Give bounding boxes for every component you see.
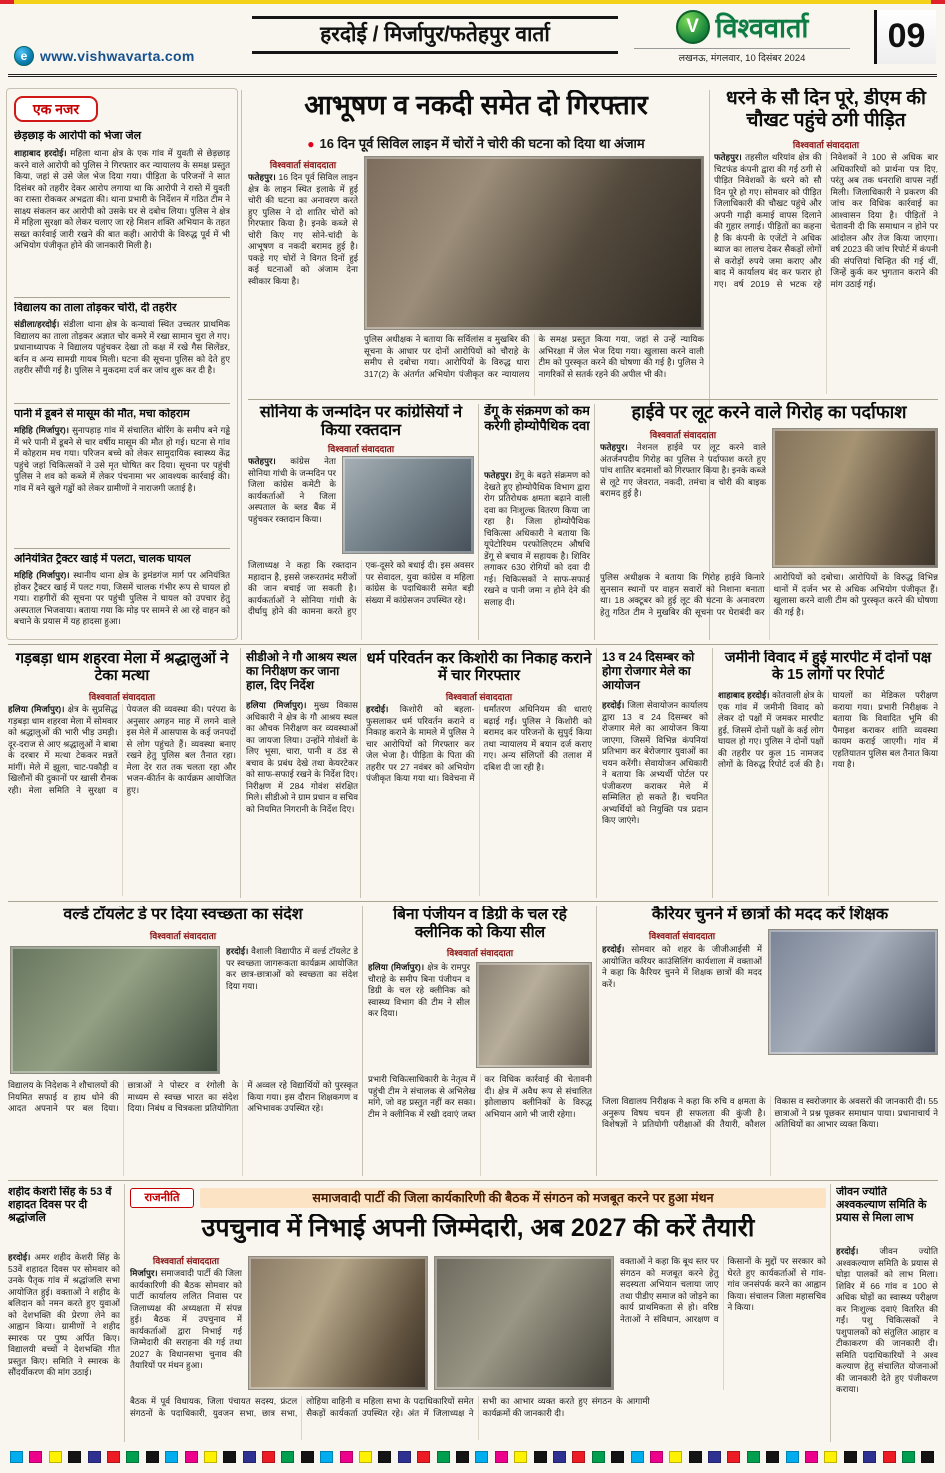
website-url[interactable]: www.vishwavarta.com bbox=[40, 48, 195, 64]
ek-nazar-headline-3: पानी में डूबने से मासूम की मौत, मचा कोहराम bbox=[14, 408, 190, 420]
cdo-headline: सीडीओ ने गौ आश्रय स्थल का निरीक्षण कर जाना हाल, दिए निर्देश bbox=[246, 650, 357, 693]
politics-byline: विश्ववार्ता संवाददाता bbox=[152, 1256, 220, 1266]
dateline: महिहि (मिर्जापुर)। bbox=[14, 570, 70, 580]
arrest-body-bottom: पुलिस अधीक्षक ने बताया कि सर्विलांस व मुखबिर की सूचना के आधार पर दोनों आरोपियों को चौराहे के समीप से दबोचा गया। आरोपियों के विरुद्ध धारा 317(2) के अंतर्गत अभियोग पंजीकृत कर न्यायालय के समक्ष प्रस्तुत किया गया, जहां से उन्हें न्यायिक अभिरक्षा में जेल भेज दिया गया। खुलासा करने वाली टीम को पुरस्कृत करने की घोषणा की गई है। पुलिस ने नागरिकों से सतर्क रहने की अपील भी की। bbox=[364, 334, 704, 379]
politics-headline: उपचुनाव में निभाई अपनी जिम्मेदारी, अब 2027 की करें तैयारी bbox=[201, 1214, 755, 1242]
toilet-byline: विश्ववार्ता संवाददाता bbox=[149, 931, 217, 941]
politics-strap: समाजवादी पार्टी की जिला कार्यकारिणी की बैठक में संगठन को मजबूत करने पर हुआ मंथन bbox=[200, 1188, 826, 1208]
divider bbox=[14, 403, 230, 404]
blood-photo bbox=[342, 456, 474, 554]
mela-byline: विश्ववार्ता संवाददाता bbox=[88, 692, 156, 702]
dateline: हरदोई। bbox=[602, 944, 625, 954]
dharna-headline: धरने के सौ दिन पूरे, डीएम की चौखट पहुंचे ठगी पीड़ित bbox=[726, 88, 926, 131]
conversion-headline: धर्म परिवर्तन कर किशोरी का निकाह कराने में चार गिरफ्तार bbox=[366, 650, 592, 685]
article-body: समाजवादी पार्टी की जिला कार्यकारिणी की बैठक सोमवार को पार्टी कार्यालय ललित निवास पर जिलाध्यक्ष की अध्यक्षता में संपन्न हुई। बैठक में उपचुनाव में कार्यकर्ताओं द्वारा निभाई गई जिम्मेदारी की सराहना की गई तथा 2027 के विधानसभा चुनाव की तैयारियों पर मंथन हुआ। bbox=[130, 1268, 242, 1371]
divider bbox=[360, 648, 361, 898]
highway-body-left bbox=[600, 442, 766, 568]
color-swatch bbox=[165, 1451, 178, 1463]
rojgar-headline: 13 व 24 दिसम्बर को होगा रोजगार मेले का आयोजन bbox=[602, 650, 695, 693]
ek-nazar-body-4 bbox=[14, 570, 230, 636]
blood-body-left bbox=[248, 456, 336, 554]
article-body: वैशाली विद्यापीठ में वर्ल्ड टॉयलेट डे पर स्वच्छता जागरूकता कार्यक्रम आयोजित कर छात्र-छात्राओं को स्वच्छता का संदेश दिया गया। bbox=[226, 946, 358, 991]
color-swatch bbox=[398, 1451, 411, 1463]
land-body bbox=[718, 690, 938, 896]
globe-icon bbox=[14, 46, 34, 66]
dateline: महिहि (मिर्जापुर)। bbox=[14, 425, 70, 435]
clinic-byline: विश्ववार्ता संवाददाता bbox=[446, 948, 514, 958]
color-swatch bbox=[185, 1451, 198, 1463]
divider bbox=[830, 1184, 831, 1442]
dateline: संडीला/हरदोई। bbox=[14, 319, 60, 329]
highway-photo bbox=[772, 428, 938, 568]
color-swatch bbox=[844, 1451, 857, 1463]
color-swatch bbox=[824, 1451, 837, 1463]
color-swatch bbox=[417, 1451, 430, 1463]
divider bbox=[14, 297, 230, 298]
politics-body-bottom: बैठक में पूर्व विधायक, जिला पंचायत सदस्य, फ्रंटल संगठनों के पदाधिकारी, युवजन सभा, छात्र सभा, लोहिया वाहिनी व महिला सभा के पदाधिकारियों समेत सैकड़ों कार्यकर्ता उपस्थित रहे। अंत में जिलाध्यक्ष ने सभी का आभार व्यक्त करते हुए संगठन के आगामी कार्यक्रमों की जानकारी दी। bbox=[130, 1396, 650, 1418]
color-swatch bbox=[631, 1451, 644, 1463]
dateline: शाहाबाद हरदोई। bbox=[14, 148, 67, 158]
toilet-body-bottom: विद्यालय के निदेशक ने शौचालयों की नियमित सफाई व हाथ धोने की आदत अपनाने पर बल दिया। छात्राओं ने पोस्टर व रंगोली के माध्यम से स्वच्छ भारत का संदेश दिया। निबंध व चित्रकला प्रतियोगिता में अव्वल रहे विद्यार्थियों को पुरस्कृत किया गया। इस दौरान शिक्षकगण व अभिभावक उपस्थित रहे। bbox=[8, 1080, 358, 1114]
ek-nazar-body-2 bbox=[14, 319, 230, 401]
color-swatch bbox=[747, 1451, 760, 1463]
header-divider bbox=[8, 74, 937, 77]
color-swatch bbox=[863, 1451, 876, 1463]
divider bbox=[596, 906, 597, 1176]
divider bbox=[712, 648, 713, 898]
martyr-headline: शहीद केशरी सिंह के 53 वें शहादत दिवस पर दी श्रद्धांजलि bbox=[8, 1186, 112, 1224]
color-swatch bbox=[650, 1451, 663, 1463]
jeevan-headline: जीवन ज्योति अश्वकल्याण समिति के प्रयास से मिला लाभ bbox=[836, 1186, 927, 1224]
divider bbox=[594, 404, 595, 640]
color-swatch bbox=[107, 1451, 120, 1463]
page-number: 09 bbox=[874, 10, 936, 64]
article-body: तहसील थरियांव क्षेत्र की चिटफंड कंपनी द्वारा की गई ठगी से पीड़ित निवेशकों के धरने को सौ दिन पूरे हो गए। सोमवार को पीड़ित जिलाधिकारी की चौखट पहुंचे और अपनी गाढ़ी कमाई वापस दिलाने की गुहार लगाई। पीड़ितों का कहना है कि कंपनी के एजेंटों ने अधिक ब्याज का लालच देकर सैकड़ों लोगों से करोड़ों रुपये जमा कराए और बाद में कार्यालय बंद कर फरार हो गए। वर्ष 2019 से भटक रहे निवेशकों ने 100 से अधिक बार अधिकारियों को प्रार्थना पत्र दिए, परंतु अब तक धनराशि वापस नहीं मिली। जिलाधिकारी ने प्रकरण की जांच कर विधिक कार्रवाई का आश्वासन दिया है। पीड़ितों ने चेतावनी दी कि समाधान न होने पर आंदोलन और तेज किया जाएगा। वर्ष 2023 की जांच रिपोर्ट में कंपनी की संपत्तियां चिन्हित की गई थीं, जिन्हें कुर्क कर भुगतान कराने की मांग उठाई गई। bbox=[714, 152, 938, 289]
article-body: संडीला थाना क्षेत्र के कन्यावां स्थित उच्चतर प्राथमिक विद्यालय का ताला तोड़कर अज्ञात चोर कमरे में रखा सामान चुरा ले गए। प्रधानाध्यापक ने विद्यालय पहुंचकर देखा तो कक्ष में रखे गैस सिलेंडर, बर्तन व अन्य सामग्री गायब मिली। घटना की सूचना पुलिस को देते हुए तहरीर सौंपी गई है। पुलिस ने मुकदमा दर्ज कर जांच शुरू कर दी है। bbox=[14, 319, 230, 376]
article-body: क्षेत्र के सुप्रसिद्ध गड़बड़ा धाम शहरवा मेला में सोमवार को श्रद्धालुओं की भारी भीड़ उमड़ी। दूर-दराज से आए श्रद्धालुओं ने बाबा के दरबार में मत्था टेककर मन्नतें मांगीं। मेले में झूला, चाट-पकौड़ी व खिलौनों की दुकानों पर खासी रौनक रही। मेला समिति ने सुरक्षा व पेयजल की व्यवस्था की। परंपरा के अनुसार अगहन माह में लगने वाले इस मेले में आसपास के कई जनपदों से लोग पहुंचते हैं। व्यवस्था बनाए रखने हेतु पुलिस बल तैनात रहा। मेला देर रात तक चलता रहा और भजन-कीर्तन के कार्यक्रम आयोजित हुए। bbox=[8, 704, 236, 795]
color-swatch bbox=[281, 1451, 294, 1463]
color-swatch bbox=[708, 1451, 721, 1463]
article-body: जीवन ज्योति अश्वकल्याण समिति के प्रयास से घोड़ा पालकों को लाभ मिला। शिविर में 66 गांव व 100 से अधिक घोड़ों का स्वास्थ्य परीक्षण कर निःशुल्क दवाएं वितरित की गईं। पशु चिकित्सकों ने पशुपालकों को संतुलित आहार व टीकाकरण की जानकारी दी। समिति पदाधिकारियों ने अश्व कल्याण हेतु संचालित योजनाओं की जानकारी देते हुए पंजीकरण कराया। bbox=[836, 1246, 938, 1395]
career-headline: कैरियर चुनने में छात्रों की मदद करें शिक्षक bbox=[651, 906, 889, 923]
color-swatch bbox=[10, 1451, 23, 1463]
clinic-photo bbox=[476, 962, 592, 1068]
article-body: नेशनल हाईवे पर लूट करने वाले अंतर्जनपदीय गिरोह का पुलिस ने पर्दाफाश करते हुए पांच शातिर बदमाशों को गिरफ्तार किया है। इनके कब्जे से लूटे गए जेवरात, नकदी, तमंचा व चोरी की बाइक बरामद हुई है। bbox=[600, 442, 766, 499]
career-byline: विश्ववार्ता संवाददाता bbox=[648, 931, 716, 941]
color-swatch bbox=[359, 1451, 372, 1463]
article-body: महिला थाना क्षेत्र के एक गांव में युवती से छेड़छाड़ करने वाले आरोपी को पुलिस ने गिरफ्तार कर न्यायालय के समक्ष प्रस्तुत किया, जहां से उसे जेल भेज दिया गया। पीड़िता के परिजनों ने सात दिसंबर को तहरीर देकर आरोप लगाया था कि आरोपी ने रास्ते में युवती का रास्ता रोककर अभद्रता की। थाना प्रभारी के निर्देशन में गठित टीम ने साक्ष्य संकलन कर आरोपी को उसके घर से दबोच लिया। पुलिस ने क्षेत्र में महिला सुरक्षा को लेकर चलाए जा रहे मिशन शक्ति अभियान के तहत सख्त कार्रवाई जारी रखने की बात कही। आरोपी के विरुद्ध पूर्व में भी अभियोग पंजीकृत होने की जानकारी मिली है। bbox=[14, 148, 230, 251]
color-swatch bbox=[243, 1451, 256, 1463]
arrest-body-left bbox=[248, 172, 358, 396]
paper-logo-icon: V bbox=[676, 10, 710, 44]
divider bbox=[124, 1184, 125, 1442]
paper-logo-block bbox=[634, 8, 850, 64]
cdo-body bbox=[246, 700, 358, 896]
dateline: हरदोई। bbox=[8, 1252, 31, 1262]
divider bbox=[478, 404, 479, 640]
color-swatch bbox=[572, 1451, 585, 1463]
mela-body bbox=[8, 704, 236, 896]
clinic-body-left bbox=[368, 962, 470, 1068]
ek-nazar-headline-2: विद्यालय का ताला तोड़कर चोरी, दी तहरीर bbox=[14, 302, 177, 314]
dateline: हलिया (मिर्जापुर)। bbox=[246, 700, 307, 710]
color-swatch bbox=[883, 1451, 896, 1463]
color-swatch bbox=[340, 1451, 353, 1463]
dateline: हरदोई। bbox=[226, 946, 249, 956]
color-swatch bbox=[146, 1451, 159, 1463]
color-swatch bbox=[204, 1451, 217, 1463]
color-swatch bbox=[29, 1451, 42, 1463]
article-body: सुनापहाड़ गांव में संचालित बोरिंग के समीप बने गड्ढे में भरे पानी में डूबने से चार वर्षीय मासूम की मौत हो गई। घटना से गांव में कोहराम मच गया। परिजन बच्चे को लेकर सामुदायिक स्वास्थ्य केंद्र पहुंचे जहां चिकित्सकों ने उसे मृत घोषित कर दिया। सूचना पर पहुंची पुलिस ने शव को कब्जे में लेकर पंचनामा भर आवश्यक कार्रवाई की। गांव में बने खुले गड्ढों को लेकर ग्रामीणों ने नाराजगी जताई है। bbox=[14, 425, 230, 493]
color-swatch bbox=[902, 1451, 915, 1463]
color-swatch bbox=[689, 1451, 702, 1463]
divider bbox=[362, 906, 363, 1176]
article-body: किशोरी को बहला-फुसलाकर धर्म परिवर्तन कराने व निकाह कराने के मामले में पुलिस ने चार आरोपियों को गिरफ्तार कर जेल भेजा है। पीड़िता के पिता की तहरीर पर 27 नवंबर को अभियोग पंजीकृत किया गया था। विवेचना में धर्मांतरण अधिनियम की धाराएं बढ़ाई गईं। पुलिस ने किशोरी को बरामद कर परिजनों के सुपुर्द किया तथा न्यायालय में बयान दर्ज कराए गए। अन्य संलिप्तों की तलाश में दबिश दी जा रही है। bbox=[366, 704, 592, 784]
paper-name: विश्ववार्ता bbox=[715, 13, 809, 43]
color-swatch bbox=[766, 1451, 779, 1463]
article-body: मुख्य विकास अधिकारी ने क्षेत्र के गौ आश्रय स्थल का औचक निरीक्षण कर व्यवस्थाओं का जायजा लिया। उन्होंने गोवंशों के लिए भूसा, चारा, पानी व ठंड से बचाव के प्रबंध देखे तथा केयरटेकर को साफ-सफाई रखने के निर्देश दिए। निरीक्षण में 284 गोवंश संरक्षित मिले। सीडीओ ने ग्राम प्रधान व सचिव को नियमित निगरानी के निर्देश दिए। bbox=[246, 700, 358, 814]
globe-letter: e bbox=[20, 49, 28, 63]
dateline: हरदोई। bbox=[602, 700, 625, 710]
article-body: डेंगू के बढ़ते संक्रमण को देखते हुए होम्योपैथिक विभाग द्वारा रोग प्रतिरोधक क्षमता बढ़ाने वाली दवा का निःशुल्क वितरण किया जा रहा है। जिला होम्योपैथिक चिकित्सा अधिकारी ने बताया कि यूपेटोरियम परफोलिएटम औषधि डेंगू से बचाव में सहायक है। शिविर लगाकर 630 रोगियों को दवा दी गई। चिकित्सकों ने साफ-सफाई रखने व पानी जमा न होने देने की सलाह दी। bbox=[484, 470, 590, 607]
toilet-body-right bbox=[226, 946, 358, 1074]
article-body: अमर शहीद केशरी सिंह के 53वें शहादत दिवस पर सोमवार को उनके पैतृक गांव में श्रद्धांजलि सभा आयोजित हुई। वक्ताओं ने शहीद के बलिदान को नमन करते हुए युवाओं को देशभक्ति की प्रेरणा लेने का आह्वान किया। ग्रामीणों ने शहीद स्मारक पर पुष्प अर्पित किए। विद्यालयी बच्चों ने देशभक्ति गीत प्रस्तुत किए। समिति ने स्मारक के सौंदर्यीकरण की मांग उठाई। bbox=[8, 1252, 120, 1378]
color-swatch bbox=[126, 1451, 139, 1463]
ek-nazar-title: एक नजर bbox=[14, 96, 98, 122]
politics-kicker: राजनीति bbox=[130, 1188, 194, 1208]
career-body-left bbox=[602, 944, 762, 1092]
divider bbox=[240, 648, 241, 898]
toilet-photo bbox=[10, 946, 220, 1074]
ek-nazar-headline-1: छेड़छाड़ के आरोपी को भेजा जेल bbox=[14, 130, 142, 142]
dateline: हरदोई। bbox=[836, 1246, 859, 1256]
dengue-body bbox=[484, 470, 590, 640]
toilet-headline: वर्ल्ड टॉयलेट डे पर दिया स्वच्छता का संदेश bbox=[63, 906, 303, 923]
blood-headline: सोनिया के जन्मदिन पर कांग्रेसियों ने किया रक्तदान bbox=[259, 404, 463, 440]
dateline: हलिया (मिर्जापुर)। bbox=[8, 704, 65, 714]
ek-nazar-body-1 bbox=[14, 148, 230, 294]
arrest-subhead bbox=[248, 134, 704, 152]
dengue-headline: डेंगू के संक्रमण को कम करेगी होम्योपैथिक दवा bbox=[484, 404, 590, 433]
career-body-bottom: जिला विद्यालय निरीक्षक ने कहा कि रुचि व क्षमता के अनुरूप विषय चयन ही सफलता की कुंजी है। विशेषज्ञों ने प्रतियोगी परीक्षाओं की तैयारी, कौशल विकास व स्वरोजगार के अवसरों की जानकारी दी। 55 छात्राओं ने प्रश्न पूछकर समाधान पाया। प्रधानाचार्य ने अतिथियों का आभार व्यक्त किया। bbox=[602, 1096, 938, 1130]
dharna-body bbox=[714, 152, 938, 394]
politics-photo-1 bbox=[248, 1256, 428, 1390]
conversion-byline: विश्ववार्ता संवाददाता bbox=[445, 692, 513, 702]
ek-nazar-body-3 bbox=[14, 425, 230, 545]
conversion-body bbox=[366, 704, 592, 896]
divider bbox=[596, 648, 597, 898]
land-headline: जमीनी विवाद में हुई मारपीट में दोनों पक्ष के 15 लोगों पर रिपोर्ट bbox=[724, 650, 932, 683]
blood-body-bottom: जिलाध्यक्ष ने कहा कि रक्तदान महादान है, इससे जरूरतमंद मरीजों की जान बचाई जा सकती है। कार्यकर्ताओं ने सोनिया गांधी के दीर्घायु होने की कामना करते हुए एक-दूसरे को बधाई दी। इस अवसर पर सेवादल, युवा कांग्रेस व महिला कांग्रेस के पदाधिकारी समेत बड़ी संख्या में कांग्रेसजन उपस्थित रहे। bbox=[248, 560, 474, 617]
color-swatch bbox=[553, 1451, 566, 1463]
dharna-byline: विश्ववार्ता संवाददाता bbox=[792, 140, 860, 150]
clinic-body-bottom: प्रभारी चिकित्साधिकारी के नेतृत्व में पहुंची टीम ने संचालक से अभिलेख मांगे, जो वह प्रस्तुत नहीं कर सका। टीम ने क्लीनिक में रखी दवाएं जब्त कर विधिक कार्रवाई की चेतावनी दी। क्षेत्र में अवैध रूप से संचालित झोलाछाप क्लीनिकों के विरुद्ध अभियान आगे भी जारी रहेगा। bbox=[368, 1074, 592, 1119]
divider bbox=[8, 901, 938, 902]
highway-byline: विश्ववार्ता संवाददाता bbox=[649, 430, 717, 440]
arrest-subhead-text: 16 दिन पूर्व सिविल लाइन में चोरों ने चोरी की घटना को दिया था अंजाम bbox=[319, 136, 645, 151]
article-body: क्षेत्र के रामपुर चौराहे के समीप बिना पंजीयन व डिग्री के चल रहे क्लीनिक को स्वास्थ्य विभाग की टीम ने सील कर दिया। bbox=[368, 962, 470, 1019]
mela-headline: गड़बड़ा धाम शहरवा मेला में श्रद्धालुओं ने टेका मत्था bbox=[15, 650, 229, 685]
article-body: जिला सेवायोजन कार्यालय द्वारा 13 व 24 दिसम्बर को रोजगार मेले का आयोजन किया जाएगा, जिसमें विभिन्न कंपनियां प्रतिभाग कर बेरोजगार युवाओं का चयन करेंगी। सेवायोजन अधिकारी ने बताया कि अभ्यर्थी पोर्टल पर पंजीकरण कराकर मेले में सम्मिलित हो सकते हैं। चयनित अभ्यर्थियों को नियुक्ति पत्र प्रदान किए जाएंगे। bbox=[602, 700, 708, 826]
divider bbox=[14, 548, 230, 549]
highway-headline: हाईवे पर लूट करने वाले गिरोह का पर्दाफाश bbox=[631, 402, 907, 422]
color-swatch bbox=[727, 1451, 740, 1463]
ek-nazar-headline-4: अनियंत्रित ट्रैक्टर खाई में पलटा, चालक घायल bbox=[14, 553, 191, 565]
arrest-photo bbox=[364, 156, 704, 330]
highway-body-bottom: पुलिस अधीक्षक ने बताया कि गिरोह हाईवे किनारे सुनसान स्थानों पर वाहन सवारों को निशाना बनाता था। 18 अक्टूबर को हुई लूट की घटना के अनावरण हेतु गठित टीम ने मुखबिर की सूचना पर घेराबंदी कर आरोपियों को दबोचा। आरोपियों के विरुद्ध विभिन्न थानों में दर्जन भर से अधिक अभियोग पंजीकृत हैं। खुलासा करने वाली टीम को पुरस्कृत करने की घोषणा की गई है। bbox=[600, 572, 938, 617]
clinic-headline: बिना पंजीयन व डिग्री के चल रहे क्लीनिक को किया सील bbox=[393, 906, 567, 941]
color-swatch bbox=[921, 1451, 934, 1463]
red-dot-icon: ● bbox=[307, 137, 315, 151]
color-swatch bbox=[437, 1451, 450, 1463]
color-swatch bbox=[514, 1451, 527, 1463]
article-body: कांग्रेस नेता सोनिया गांधी के जन्मदिन पर जिला कांग्रेस कमेटी के कार्यकर्ताओं ने जिला अस्पताल के ब्लड बैंक में पहुंचकर रक्तदान किया। bbox=[248, 456, 336, 524]
divider bbox=[248, 399, 938, 400]
arrest-headline: आभूषण व नकदी समेत दो गिरफ्तार bbox=[304, 90, 648, 120]
color-swatch bbox=[669, 1451, 682, 1463]
career-photo bbox=[768, 929, 938, 1055]
dateline: फतेहपुर। bbox=[248, 172, 276, 182]
color-swatch bbox=[495, 1451, 508, 1463]
dateline: मिर्जापुर। bbox=[130, 1268, 158, 1278]
color-swatch bbox=[301, 1451, 314, 1463]
dateline: हलिया (मिर्जापुर)। bbox=[368, 962, 425, 972]
dateline: शाहाबाद हरदोई। bbox=[718, 690, 770, 700]
color-swatch bbox=[262, 1451, 275, 1463]
edition-dateline: लखनऊ, मंगलवार, 10 दिसंबर 2024 bbox=[634, 48, 850, 64]
color-swatch bbox=[223, 1451, 236, 1463]
color-swatch bbox=[786, 1451, 799, 1463]
dateline: फतेहपुर। bbox=[248, 456, 276, 466]
registration-bar bbox=[0, 1450, 945, 1464]
article-body: सोमवार को शहर के जीजीआईसी में आयोजित करियर काउंसिलिंग कार्यशाला में वक्ताओं ने कहा कि कैरियर चुनने में शिक्षक छात्रों की मदद करें। bbox=[602, 944, 762, 989]
dateline: फतेहपुर। bbox=[714, 152, 742, 162]
blood-byline: विश्ववार्ता संवाददाता bbox=[327, 444, 395, 454]
dateline: फतेहपुर। bbox=[600, 442, 628, 452]
color-swatch bbox=[475, 1451, 488, 1463]
article-body: कोतवाली क्षेत्र के एक गांव में जमीनी विवाद को लेकर दो पक्षों में जमकर मारपीट हुई, जिसमें दोनों पक्षों के कई लोग घायल हो गए। पुलिस ने दोनों पक्षों की तहरीर पर कुल 15 नामजद लोगों के विरुद्ध रिपोर्ट दर्ज की है। घायलों का मेडिकल परीक्षण कराया गया। प्रभारी निरीक्षक ने बताया कि विवादित भूमि की पैमाइश कराकर शांति व्यवस्था कायम कराई जाएगी। गांव में एहतियातन पुलिस बल तैनात किया गया है। bbox=[718, 690, 938, 770]
color-swatch bbox=[805, 1451, 818, 1463]
martyr-body bbox=[8, 1252, 120, 1440]
arrest-byline: विश्ववार्ता संवाददाता bbox=[269, 160, 337, 170]
color-swatch bbox=[320, 1451, 333, 1463]
rojgar-body bbox=[602, 700, 708, 896]
color-swatch bbox=[456, 1451, 469, 1463]
color-swatch bbox=[534, 1451, 547, 1463]
article-body: 16 दिन पूर्व सिविल लाइन क्षेत्र के लाइन स्थित इलाके में हुई चोरी की घटना का अनावरण करते हुए पुलिस ने दो शातिर चोरों को गिरफ्तार किया है। इनके कब्जे से चोरी किए गए सोने-चांदी के आभूषण व नकदी बरामद हुई है। पकड़े गए चोरों ने विगत दिनों हुई कई घटनाओं को अंजाम देना स्वीकार किया है। bbox=[248, 172, 358, 286]
divider bbox=[8, 1180, 938, 1181]
top-color-bar bbox=[0, 0, 945, 4]
dateline: हरदोई। bbox=[366, 704, 389, 714]
website-row bbox=[14, 46, 195, 66]
color-swatch bbox=[378, 1451, 391, 1463]
color-swatch bbox=[68, 1451, 81, 1463]
page-section-title: हरदोई / मिर्जापुर/फतेहपुर वार्ता bbox=[252, 16, 618, 54]
divider bbox=[241, 90, 242, 640]
color-swatch bbox=[592, 1451, 605, 1463]
article-body: स्थानीय थाना क्षेत्र के ड्रमंडगंज मार्ग पर अनियंत्रित होकर ट्रैक्टर खाई में पलट गया, जिसमें चालक गंभीर रूप से घायल हो गया। राहगीरों की सूचना पर पहुंची पुलिस ने घायल को उपचार हेतु अस्पताल भिजवाया। बताया गया कि मोड़ पर सामने से आ रहे वाहन को बचाने के प्रयास में यह हादसा हुआ। bbox=[14, 570, 230, 627]
divider bbox=[8, 644, 938, 645]
politics-photo-2 bbox=[434, 1256, 614, 1390]
color-swatch bbox=[611, 1451, 624, 1463]
politics-body-right: वक्ताओं ने कहा कि बूथ स्तर पर संगठन को मजबूत करने हेतु सदस्यता अभियान चलाया जाए तथा पीडीए समाज को जोड़ने का कार्य प्राथमिकता से हो। वरिष्ठ नेताओं ने संविधान, आरक्षण व किसानों के मुद्दों पर सरकार को घेरते हुए कार्यकर्ताओं से गांव-गांव जनसंपर्क करने का आह्वान किया। संचालन जिला महासचिव ने किया। bbox=[620, 1256, 826, 1324]
color-swatch bbox=[88, 1451, 101, 1463]
color-swatch bbox=[49, 1451, 62, 1463]
jeevan-body bbox=[836, 1246, 938, 1440]
dateline: फतेहपुर। bbox=[484, 470, 512, 480]
